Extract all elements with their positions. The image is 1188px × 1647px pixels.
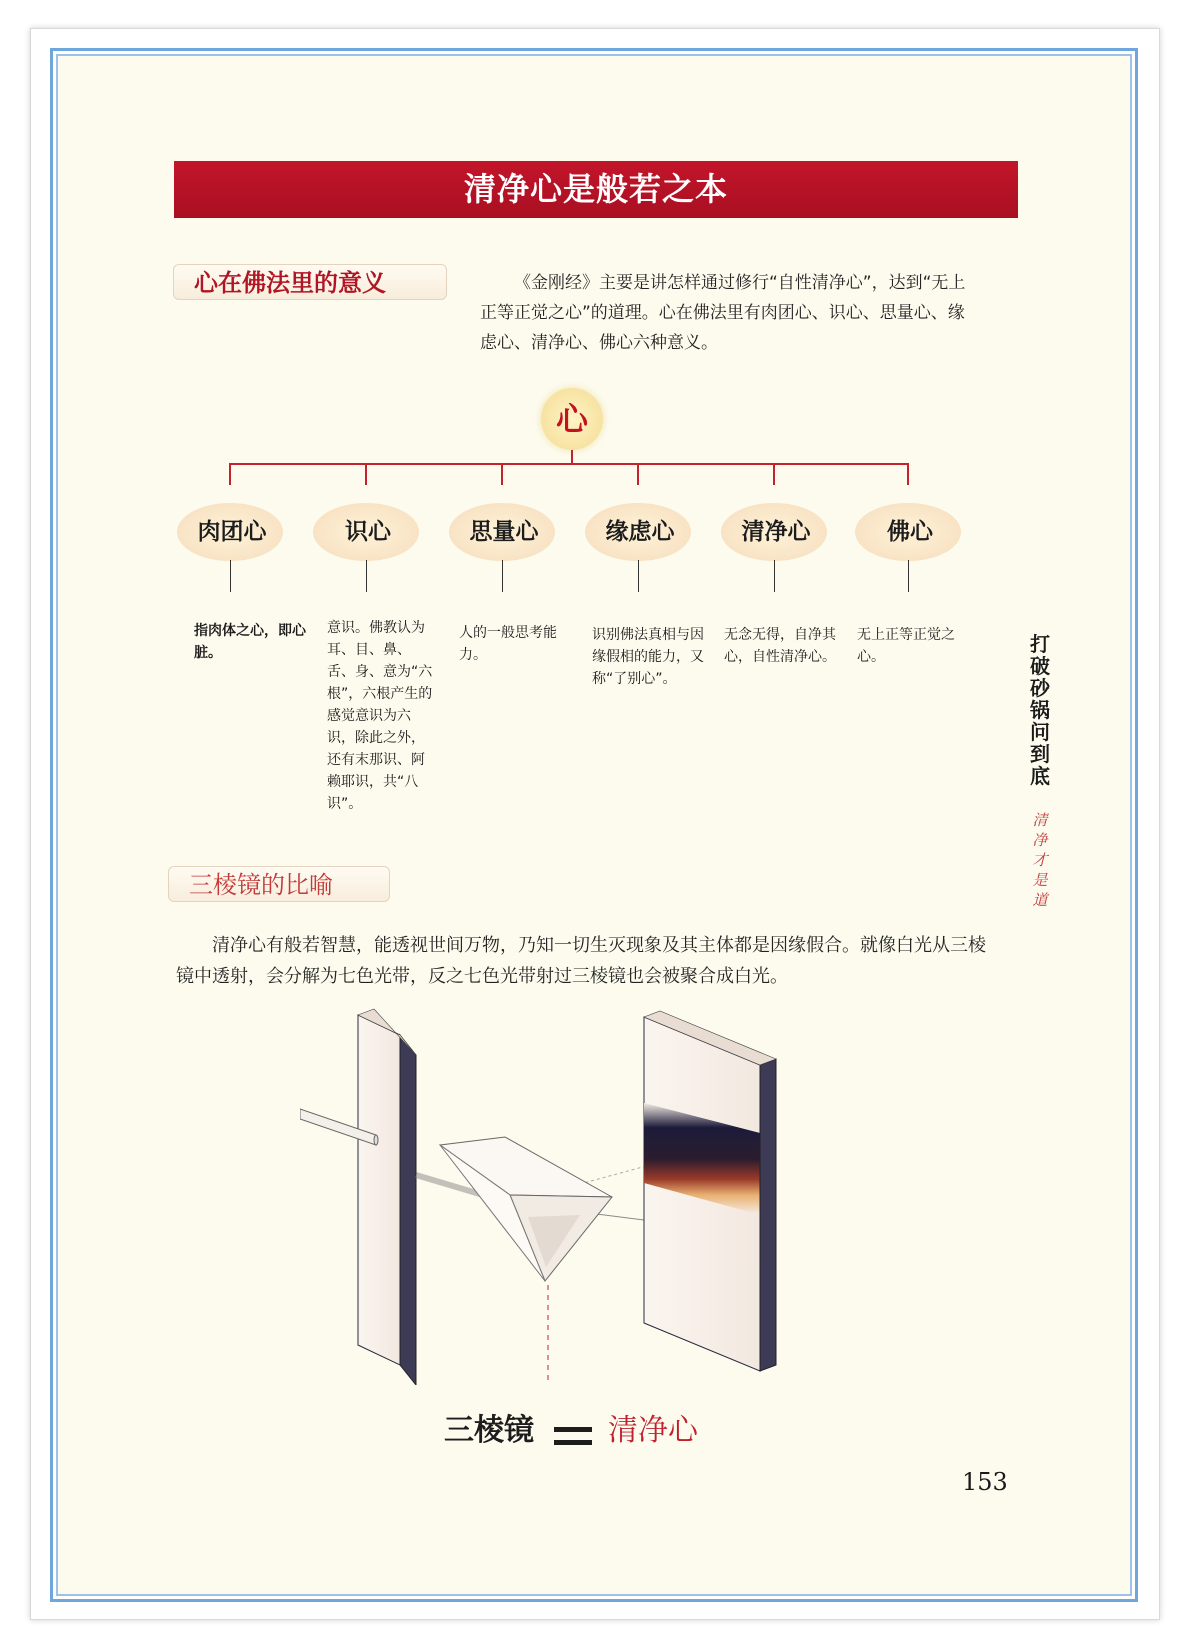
- branch-drop-5: [773, 463, 775, 485]
- branch-drop-4: [637, 463, 639, 485]
- branch-label: 缘虑心: [605, 519, 675, 545]
- branch-drop-1: [229, 463, 231, 485]
- sidebar-title: 打破砂锅问到底: [1030, 632, 1050, 788]
- section-heading-meaning: 心在佛法里的意义: [173, 264, 447, 300]
- desc-connector-3: [502, 560, 503, 592]
- left-board: [358, 1009, 416, 1385]
- root-node-label: 心: [555, 400, 588, 438]
- page-number: 153: [962, 1468, 1008, 1496]
- branch-description: 意识。佛教认为耳、目、鼻、舌、身、意为“六根”，六根产生的感觉意识为六识，除此之外，还有末那识、阿赖耶识，共“八识”。: [327, 620, 433, 812]
- prism-paragraph: 清净心有般若智慧，能透视世间万物，乃知一切生灭现象及其主体都是因缘假合。就像白光从三棱镜中透射，会分解为七色光带，反之七色光带射过三棱镜也会被聚合成白光。: [176, 935, 986, 987]
- equals-icon: [554, 1427, 592, 1445]
- branch-label: 识心: [345, 519, 391, 545]
- branch-label: 清净心: [741, 519, 811, 545]
- equation-right: 清净心: [608, 1413, 698, 1448]
- page-title: 清净心是般若之本: [463, 170, 728, 208]
- desc-connector-6: [908, 560, 909, 592]
- branch-description: 指肉体之心，即心脏。: [194, 623, 306, 661]
- equation-left: 三棱镜: [444, 1413, 534, 1448]
- branch-description: 无念无得，自净其心，自性清净心。: [724, 627, 836, 665]
- branch-connector-bar: [229, 463, 908, 465]
- title-banner: [174, 161, 1018, 218]
- branch-description: 无上正等正觉之心。: [857, 627, 955, 665]
- branch-label: 思量心: [469, 519, 539, 545]
- sidebar-subtitle: 清净才是道: [1032, 811, 1048, 909]
- intro-paragraph: 《金刚经》主要是讲怎样通过修行“自性清净心”，达到“无上正等正觉之心”的道理。心在佛法里有肉团心、识心、思量心、缘虑心、清净心、佛心六种意义。: [480, 273, 966, 353]
- section-heading-prism: 三棱镜的比喻: [168, 866, 390, 902]
- desc-connector-4: [638, 560, 639, 592]
- root-connector: [571, 450, 573, 464]
- branch-drop-2: [365, 463, 367, 485]
- branch-drop-6: [907, 463, 909, 485]
- branch-description: 识别佛法真相与因缘假相的能力，又称“了别心”。: [592, 627, 704, 687]
- branch-label: 佛心: [887, 519, 933, 545]
- equation-caption: [430, 1408, 730, 1454]
- prism: [440, 1137, 612, 1281]
- desc-connector-1: [230, 560, 231, 592]
- prism-illustration: [300, 1005, 840, 1385]
- right-board: [644, 1011, 776, 1371]
- desc-connector-5: [774, 560, 775, 592]
- branch-description: 人的一般思考能力。: [459, 625, 557, 663]
- desc-connector-2: [366, 560, 367, 592]
- branch-drop-3: [501, 463, 503, 485]
- branch-label: 肉团心: [197, 519, 267, 545]
